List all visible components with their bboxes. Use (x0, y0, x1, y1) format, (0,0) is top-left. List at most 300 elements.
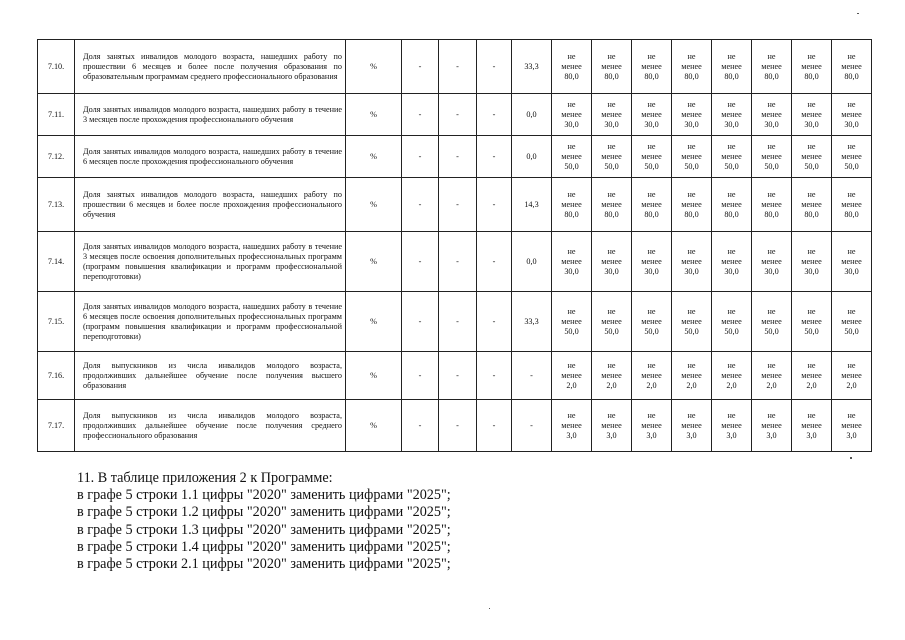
value-prefix: менее (801, 420, 822, 430)
row-number-cell: 7.16. (38, 352, 75, 400)
empty-value-cell: - (439, 40, 477, 94)
value-prefix: не (607, 410, 616, 420)
indicator-description-cell: Доля выпускников из числа инвалидов молодого возраста, продолживших дальнейшее обучение после получения высшего образования (75, 352, 346, 400)
empty-value-cell: - (477, 136, 512, 178)
target-value: 80,0 (604, 209, 619, 219)
empty-value-cell: - (439, 136, 477, 178)
empty-value-cell: - (477, 292, 512, 352)
value-prefix: не (687, 141, 696, 151)
value-prefix: менее (801, 109, 822, 119)
empty-value-cell: - (477, 94, 512, 136)
value-prefix: не (847, 189, 856, 199)
target-value-cell (832, 292, 872, 352)
value-prefix: менее (721, 151, 742, 161)
empty-value-cell: - (402, 136, 439, 178)
value-prefix: менее (841, 109, 862, 119)
value-prefix: не (607, 360, 616, 370)
target-value: 50,0 (604, 326, 619, 336)
row-number-cell: 7.13. (38, 178, 75, 232)
value-prefix: менее (641, 420, 662, 430)
value-prefix: не (807, 99, 816, 109)
base-value-cell: - (512, 400, 552, 452)
row-number-cell: 7.12. (38, 136, 75, 178)
target-value-cell (752, 94, 792, 136)
target-value: 80,0 (724, 209, 739, 219)
value-prefix: менее (601, 370, 622, 380)
target-value-cell (832, 136, 872, 178)
value-prefix: не (727, 51, 736, 61)
target-value-cell (832, 400, 872, 452)
value-prefix: менее (681, 61, 702, 71)
target-value-cell (712, 400, 752, 452)
target-value-cell (552, 400, 592, 452)
value-prefix: не (567, 51, 576, 61)
value-prefix: не (647, 246, 656, 256)
target-value: 2,0 (846, 380, 857, 390)
row-number-cell: 7.14. (38, 232, 75, 292)
value-prefix: не (607, 51, 616, 61)
target-value-cell (672, 94, 712, 136)
value-prefix: менее (801, 151, 822, 161)
target-value-cell (672, 136, 712, 178)
indicator-description-cell: Доля занятых инвалидов молодого возраста, нашедших работу в течение 3 месяцев после освоения дополнительных профессиональных программ (программ повышения квалификации и программ профессиональной переподготовки) (75, 232, 346, 292)
target-value-cell (632, 400, 672, 452)
table-row (38, 352, 872, 400)
value-prefix: менее (681, 151, 702, 161)
target-value-cell (552, 178, 592, 232)
row-number-cell: 7.17. (38, 400, 75, 452)
target-value: 2,0 (766, 380, 777, 390)
target-value-cell (592, 352, 632, 400)
value-prefix: менее (601, 199, 622, 209)
target-value: 50,0 (684, 161, 699, 171)
indicators-table (37, 39, 872, 452)
value-prefix: менее (561, 256, 582, 266)
empty-value-cell: - (402, 178, 439, 232)
target-value-cell (792, 40, 832, 94)
target-value-cell (752, 400, 792, 452)
target-value: 50,0 (724, 326, 739, 336)
empty-value-cell: - (402, 40, 439, 94)
target-value: 30,0 (844, 266, 859, 276)
base-value-cell: 14,3 (512, 178, 552, 232)
empty-value-cell: - (477, 178, 512, 232)
target-value: 2,0 (806, 380, 817, 390)
value-prefix: менее (681, 316, 702, 326)
value-prefix: не (767, 410, 776, 420)
value-prefix: менее (681, 256, 702, 266)
empty-value-cell: - (439, 352, 477, 400)
scan-speck (850, 457, 852, 459)
target-value-cell (552, 232, 592, 292)
target-value: 80,0 (844, 71, 859, 81)
target-value-cell (832, 232, 872, 292)
indicator-description-cell: Доля занятых инвалидов молодого возраста, нашедших работу по прошествии 6 месяцев и более после получения образования по образовательным программам среднего профессионального образования (75, 40, 346, 94)
target-value: 30,0 (644, 266, 659, 276)
target-value: 30,0 (804, 119, 819, 129)
amendment-line: в графе 5 строки 1.2 цифры "2020" заменить цифрами "2025"; (77, 504, 451, 521)
value-prefix: не (687, 360, 696, 370)
unit-cell: % (346, 400, 402, 452)
target-value: 3,0 (566, 430, 577, 440)
target-value-cell (672, 292, 712, 352)
value-prefix: менее (721, 109, 742, 119)
target-value-cell (712, 232, 752, 292)
target-value: 3,0 (766, 430, 777, 440)
value-prefix: не (687, 410, 696, 420)
target-value: 50,0 (764, 326, 779, 336)
empty-value-cell: - (402, 352, 439, 400)
table-row (38, 40, 872, 94)
target-value-cell (592, 178, 632, 232)
unit-cell: % (346, 136, 402, 178)
value-prefix: менее (561, 420, 582, 430)
value-prefix: менее (561, 61, 582, 71)
value-prefix: не (767, 189, 776, 199)
value-prefix: менее (801, 370, 822, 380)
target-value: 80,0 (644, 71, 659, 81)
value-prefix: не (767, 306, 776, 316)
value-prefix: менее (561, 316, 582, 326)
value-prefix: менее (641, 109, 662, 119)
value-prefix: не (767, 51, 776, 61)
target-value-cell (632, 40, 672, 94)
table-row (38, 136, 872, 178)
value-prefix: менее (641, 316, 662, 326)
value-prefix: менее (681, 109, 702, 119)
target-value-cell (712, 292, 752, 352)
empty-value-cell: - (402, 232, 439, 292)
target-value-cell (672, 352, 712, 400)
value-prefix: не (727, 410, 736, 420)
target-value-cell (632, 232, 672, 292)
target-value: 80,0 (804, 71, 819, 81)
target-value: 30,0 (684, 266, 699, 276)
target-value: 30,0 (764, 119, 779, 129)
target-value: 50,0 (804, 326, 819, 336)
base-value-cell: 33,3 (512, 292, 552, 352)
value-prefix: менее (721, 420, 742, 430)
value-prefix: не (647, 360, 656, 370)
target-value-cell (792, 232, 832, 292)
target-value: 30,0 (604, 266, 619, 276)
value-prefix: менее (641, 151, 662, 161)
empty-value-cell: - (477, 352, 512, 400)
row-number-cell: 7.11. (38, 94, 75, 136)
target-value: 50,0 (804, 161, 819, 171)
target-value: 2,0 (726, 380, 737, 390)
value-prefix: менее (721, 370, 742, 380)
value-prefix: менее (801, 61, 822, 71)
target-value: 50,0 (684, 326, 699, 336)
target-value: 80,0 (604, 71, 619, 81)
empty-value-cell: - (402, 94, 439, 136)
target-value: 50,0 (604, 161, 619, 171)
target-value: 2,0 (646, 380, 657, 390)
value-prefix: менее (561, 151, 582, 161)
target-value-cell (792, 352, 832, 400)
target-value-cell (672, 40, 712, 94)
target-value: 80,0 (684, 209, 699, 219)
value-prefix: не (567, 360, 576, 370)
base-value-cell: 0,0 (512, 94, 552, 136)
value-prefix: менее (601, 316, 622, 326)
target-value-cell (552, 292, 592, 352)
value-prefix: не (847, 99, 856, 109)
value-prefix: не (607, 189, 616, 199)
unit-cell: % (346, 352, 402, 400)
target-value: 50,0 (844, 161, 859, 171)
value-prefix: менее (561, 199, 582, 209)
indicator-description-cell: Доля занятых инвалидов молодого возраста, нашедших работу в течение 6 месяцев после освоения дополнительных профессиональных программ (программ повышения квалификации и программ профессиональной переподготовки) (75, 292, 346, 352)
amendment-line: в графе 5 строки 1.3 цифры "2020" заменить цифрами "2025"; (77, 521, 451, 538)
value-prefix: менее (721, 256, 742, 266)
indicator-description-cell: Доля занятых инвалидов молодого возраста, нашедших работу по прошествии 6 месяцев и более после прохождения профессионального обучения (75, 178, 346, 232)
target-value-cell (552, 40, 592, 94)
target-value-cell (712, 136, 752, 178)
target-value-cell (832, 178, 872, 232)
value-prefix: менее (721, 61, 742, 71)
value-prefix: не (767, 360, 776, 370)
value-prefix: не (727, 246, 736, 256)
value-prefix: менее (641, 256, 662, 266)
table-row (38, 292, 872, 352)
target-value-cell (592, 136, 632, 178)
target-value-cell (712, 178, 752, 232)
row-number-cell: 7.15. (38, 292, 75, 352)
unit-cell: % (346, 178, 402, 232)
empty-value-cell: - (402, 292, 439, 352)
target-value: 3,0 (686, 430, 697, 440)
unit-cell: % (346, 292, 402, 352)
target-value-cell (792, 178, 832, 232)
value-prefix: не (687, 306, 696, 316)
target-value-cell (552, 352, 592, 400)
value-prefix: менее (841, 199, 862, 209)
amendment-line: в графе 5 строки 2.1 цифры "2020" заменить цифрами "2025"; (77, 556, 451, 573)
value-prefix: менее (641, 370, 662, 380)
value-prefix: не (807, 360, 816, 370)
empty-value-cell: - (439, 292, 477, 352)
target-value: 50,0 (724, 161, 739, 171)
value-prefix: менее (561, 370, 582, 380)
target-value: 2,0 (686, 380, 697, 390)
target-value: 50,0 (644, 161, 659, 171)
target-value-cell (792, 136, 832, 178)
value-prefix: не (687, 246, 696, 256)
value-prefix: не (807, 189, 816, 199)
value-prefix: не (727, 99, 736, 109)
value-prefix: менее (841, 420, 862, 430)
target-value-cell (752, 178, 792, 232)
value-prefix: менее (761, 256, 782, 266)
value-prefix: менее (841, 61, 862, 71)
value-prefix: не (727, 141, 736, 151)
target-value-cell (792, 292, 832, 352)
value-prefix: менее (761, 199, 782, 209)
target-value: 50,0 (564, 326, 579, 336)
target-value: 80,0 (564, 71, 579, 81)
target-value: 50,0 (564, 161, 579, 171)
target-value: 30,0 (604, 119, 619, 129)
target-value: 2,0 (566, 380, 577, 390)
value-prefix: менее (841, 256, 862, 266)
value-prefix: не (767, 246, 776, 256)
value-prefix: не (847, 141, 856, 151)
target-value: 3,0 (846, 430, 857, 440)
target-value-cell (712, 40, 752, 94)
target-value: 30,0 (804, 266, 819, 276)
table-row (38, 94, 872, 136)
indicator-description-cell: Доля занятых инвалидов молодого возраста, нашедших работу в течение 6 месяцев после прохождения профессионального обучения (75, 136, 346, 178)
value-prefix: менее (601, 420, 622, 430)
value-prefix: менее (841, 370, 862, 380)
table-row (38, 178, 872, 232)
value-prefix: менее (681, 370, 702, 380)
target-value: 50,0 (644, 326, 659, 336)
value-prefix: не (687, 99, 696, 109)
empty-value-cell: - (477, 232, 512, 292)
target-value-cell (752, 232, 792, 292)
target-value: 80,0 (684, 71, 699, 81)
value-prefix: не (647, 99, 656, 109)
target-value-cell (792, 94, 832, 136)
target-value: 3,0 (606, 430, 617, 440)
value-prefix: менее (801, 199, 822, 209)
target-value-cell (552, 94, 592, 136)
value-prefix: менее (601, 256, 622, 266)
value-prefix: не (847, 51, 856, 61)
value-prefix: не (647, 410, 656, 420)
value-prefix: менее (561, 109, 582, 119)
value-prefix: не (767, 99, 776, 109)
empty-value-cell: - (477, 40, 512, 94)
target-value-cell (672, 400, 712, 452)
value-prefix: не (767, 141, 776, 151)
target-value-cell (832, 352, 872, 400)
target-value-cell (552, 136, 592, 178)
value-prefix: менее (761, 370, 782, 380)
amendment-heading: 11. В таблице приложения 2 к Программе: (77, 470, 333, 486)
value-prefix: не (607, 141, 616, 151)
value-prefix: не (847, 360, 856, 370)
scan-speck (857, 13, 859, 14)
empty-value-cell: - (439, 178, 477, 232)
value-prefix: менее (601, 109, 622, 119)
base-value-cell: - (512, 352, 552, 400)
target-value: 80,0 (844, 209, 859, 219)
target-value-cell (752, 40, 792, 94)
value-prefix: не (567, 410, 576, 420)
unit-cell: % (346, 94, 402, 136)
target-value: 30,0 (724, 266, 739, 276)
empty-value-cell: - (439, 400, 477, 452)
value-prefix: не (567, 306, 576, 316)
value-prefix: не (687, 51, 696, 61)
target-value: 30,0 (644, 119, 659, 129)
value-prefix: не (727, 306, 736, 316)
table-row (38, 400, 872, 452)
value-prefix: не (807, 306, 816, 316)
target-value-cell (672, 232, 712, 292)
value-prefix: менее (721, 316, 742, 326)
target-value-cell (592, 94, 632, 136)
target-value-cell (672, 178, 712, 232)
amendment-line: в графе 5 строки 1.1 цифры "2020" заменить цифрами "2025"; (77, 487, 451, 504)
value-prefix: не (647, 51, 656, 61)
target-value: 50,0 (844, 326, 859, 336)
target-value-cell (792, 400, 832, 452)
target-value: 3,0 (806, 430, 817, 440)
scan-speck (489, 608, 490, 609)
value-prefix: менее (761, 316, 782, 326)
value-prefix: не (807, 246, 816, 256)
value-prefix: не (727, 360, 736, 370)
empty-value-cell: - (402, 400, 439, 452)
value-prefix: менее (841, 151, 862, 161)
value-prefix: не (607, 306, 616, 316)
target-value: 30,0 (684, 119, 699, 129)
unit-cell: % (346, 40, 402, 94)
value-prefix: не (847, 246, 856, 256)
target-value: 30,0 (724, 119, 739, 129)
base-value-cell: 0,0 (512, 232, 552, 292)
target-value: 30,0 (764, 266, 779, 276)
target-value-cell (752, 136, 792, 178)
target-value-cell (752, 352, 792, 400)
value-prefix: менее (801, 256, 822, 266)
target-value-cell (832, 94, 872, 136)
indicator-description-cell: Доля выпускников из числа инвалидов молодого возраста, продолживших дальнейшее обучение после получения среднего профессионального образования (75, 400, 346, 452)
value-prefix: менее (681, 420, 702, 430)
target-value: 2,0 (606, 380, 617, 390)
value-prefix: менее (681, 199, 702, 209)
value-prefix: не (567, 141, 576, 151)
value-prefix: не (727, 189, 736, 199)
empty-value-cell: - (439, 232, 477, 292)
value-prefix: не (847, 410, 856, 420)
target-value: 50,0 (764, 161, 779, 171)
target-value-cell (592, 292, 632, 352)
value-prefix: менее (761, 420, 782, 430)
target-value-cell (632, 136, 672, 178)
unit-cell: % (346, 232, 402, 292)
value-prefix: менее (761, 151, 782, 161)
empty-value-cell: - (439, 94, 477, 136)
target-value: 80,0 (564, 209, 579, 219)
value-prefix: менее (801, 316, 822, 326)
target-value-cell (632, 352, 672, 400)
value-prefix: менее (761, 61, 782, 71)
amendment-line: в графе 5 строки 1.4 цифры "2020" заменить цифрами "2025"; (77, 538, 451, 555)
value-prefix: менее (761, 109, 782, 119)
indicator-description-cell: Доля занятых инвалидов молодого возраста, нашедших работу в течение 3 месяцев после прохождения профессионального обучения (75, 94, 346, 136)
target-value-cell (632, 94, 672, 136)
target-value: 80,0 (804, 209, 819, 219)
empty-value-cell: - (477, 400, 512, 452)
amendment-text (77, 470, 451, 573)
value-prefix: не (807, 51, 816, 61)
value-prefix: не (847, 306, 856, 316)
value-prefix: менее (721, 199, 742, 209)
target-value-cell (592, 232, 632, 292)
target-value-cell (592, 400, 632, 452)
value-prefix: не (807, 141, 816, 151)
value-prefix: менее (641, 199, 662, 209)
target-value: 80,0 (724, 71, 739, 81)
value-prefix: не (607, 99, 616, 109)
target-value: 80,0 (764, 71, 779, 81)
